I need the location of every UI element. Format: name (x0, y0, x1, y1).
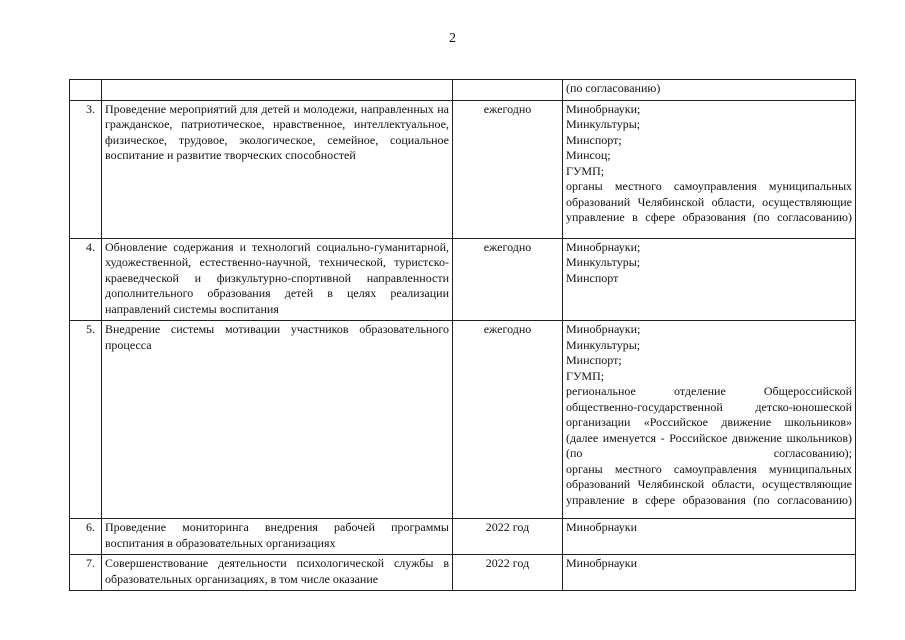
row-term: 2022 год (453, 555, 563, 591)
executor-item: Минобрнауки; (566, 101, 641, 116)
executor-item: Минобрнауки; (566, 239, 641, 254)
executor-item: Минкультуры; (566, 337, 641, 352)
table-row (70, 519, 856, 555)
row-term: 2022 год (453, 519, 563, 555)
row-description: Проведение мониторинга внедрения рабочей программы воспитания в образовательных организациях (102, 519, 453, 555)
row-description (102, 80, 453, 101)
row-description: Внедрение системы мотивации участников образовательного процесса (102, 321, 453, 519)
row-executors (563, 100, 856, 238)
table-row (70, 100, 856, 238)
row-description: Совершенствование деятельности психологической службы в образовательных организациях, в том числе оказание (102, 555, 453, 591)
row-term: ежегодно (453, 100, 563, 238)
row-executors (563, 321, 856, 519)
executor-item: Минкультуры; (566, 117, 641, 131)
table-row (70, 555, 856, 591)
executor-item: Минспорт (566, 270, 619, 285)
page-number: 2 (449, 31, 456, 46)
executor-item: Минкультуры; (566, 255, 641, 269)
row-description: Обновление содержания и технологий социально-гуманитарной, художественной, естественно-научной, технической, туристско-краеведческой и физкультурно-спортивной направленности дополнительного образования детей в целях реализации направлений системы воспитания (102, 238, 453, 321)
executor-item: ГУМП; (566, 368, 605, 383)
executor-item: (по согласованию) (566, 81, 661, 95)
row-term (453, 80, 563, 101)
table-row (70, 321, 856, 519)
executor-item: Минобрнауки; (566, 322, 641, 336)
row-executors (563, 80, 856, 101)
row-term: ежегодно (453, 238, 563, 321)
executor-item: ГУМП; (566, 163, 605, 178)
plan-table (69, 79, 856, 591)
row-number: 4. (70, 238, 102, 321)
table-row (70, 80, 856, 101)
executor-item: органы местного самоуправления муниципальных образований Челябинской области, осуществляющие управление в сфере образования (по согласованию) (566, 461, 852, 507)
row-number: 5. (70, 321, 102, 519)
executor-item: Минобрнауки (566, 520, 638, 534)
row-number (70, 80, 102, 101)
executor-item: Минспорт; (566, 132, 622, 147)
executor-item: региональное отделение Общероссийской общественно-государственной детско-юношеской организации «Российское движение школьников» (далее именуется - Российское движение школьников) (по согласованию); (566, 384, 852, 460)
executor-item: Минсоц; (566, 148, 611, 162)
executor-item: Минспорт; (566, 353, 622, 367)
row-number: 7. (70, 555, 102, 591)
table-row (70, 238, 856, 321)
row-executors (563, 519, 856, 555)
executor-item: органы местного самоуправления муниципальных образований Челябинской области, осуществляющие управление в сфере образования (по согласованию) (566, 179, 852, 224)
row-executors (563, 238, 856, 321)
row-executors (563, 555, 856, 591)
executor-item: Минобрнауки (566, 556, 638, 570)
row-number: 6. (70, 519, 102, 555)
row-term: ежегодно (453, 321, 563, 519)
row-description: Проведение мероприятий для детей и молодежи, направленных на гражданское, патриотическое, нравственное, интеллектуальное, физическое, трудовое, экологическое, семейное, социальное воспитание и развитие творческих способностей (102, 100, 453, 238)
row-number: 3. (70, 100, 102, 238)
